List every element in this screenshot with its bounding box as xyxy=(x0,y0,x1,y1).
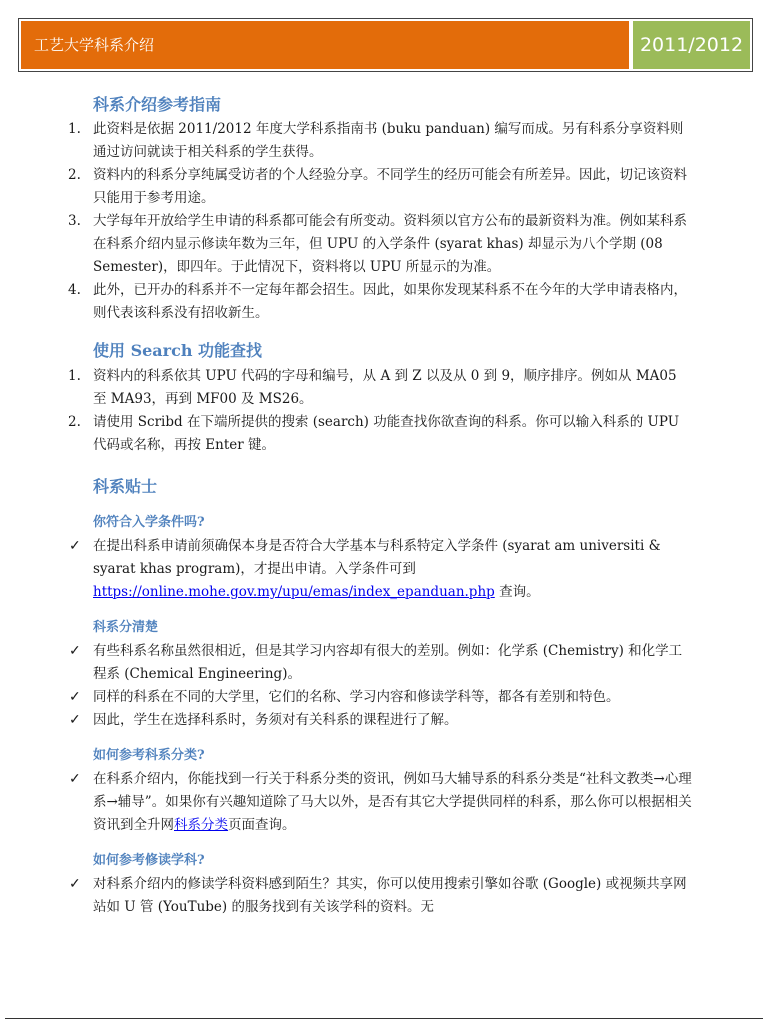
eligibility-list xyxy=(69,535,693,604)
list-item: 2. 请使用 Scribd 在下端所提供的搜索 (search) 功能查找你欲查询的科系。你可以输入科系的 UPU 代码或名称，再按 Enter 键。 xyxy=(68,414,680,453)
list-item: ✓ 因此，学生在选择科系时，务须对有关科系的课程进行了解。 xyxy=(46,709,693,732)
search-list xyxy=(68,365,693,457)
subjects-list xyxy=(69,873,693,919)
list-item: ✓ 同样的科系在不同的大学里，它们的名称、学习内容和修读学科等，都各有差别和特色。 xyxy=(46,686,693,709)
checkmark-icon: ✓ xyxy=(69,643,81,659)
checkmark-icon: ✓ xyxy=(69,538,81,554)
subheading-eligibility: 你符合入学条件吗? xyxy=(93,515,205,530)
guide-list xyxy=(68,118,693,325)
list-item: 1. 此资料是依据 2011/2012 年度大学科系指南书 (buku panduan) 编写而成。另有科系分享资料则通过访问就读于相关科系的学生获得。 xyxy=(68,121,684,160)
checkmark-icon: ✓ xyxy=(69,876,81,892)
document-header xyxy=(18,18,753,72)
list-item: 2. 资料内的科系分享纯属受访者的个人经验分享。不同学生的经历可能会有所差异。因此，切记该资料只能用于参考用途。 xyxy=(68,167,687,206)
upu-link[interactable]: https://online.mohe.gov.my/upu/emas/index_epanduan.php xyxy=(93,584,495,600)
list-item: ✓ 在科系介绍内，你能找到一行关于科系分类的资讯，例如马大辅导系的科系分类是“社科文教类→心理系→辅导”。如果你有兴趣知道除了马大以外，是否有其它大学提供同样的科系，那么你可以根据相关资讯到全升网科系分类页面查询。 xyxy=(46,768,693,837)
checkmark-icon: ✓ xyxy=(69,689,81,705)
document-body xyxy=(68,93,693,919)
subheading-subjects: 如何参考修读学科? xyxy=(93,853,205,868)
category-link[interactable]: 科系分类 xyxy=(174,817,228,833)
list-item: 1. 资料内的科系依其 UPU 代码的字母和编号，从 A 到 Z 以及从 0 到 9，顺序排序。例如从 MA05 至 MA93，再到 MF00 及 MS26。 xyxy=(68,368,677,407)
section-heading-tips: 科系贴士 xyxy=(93,477,158,496)
distinguish-list xyxy=(69,640,693,732)
section-heading-guide: 科系介绍参考指南 xyxy=(93,95,222,114)
checkmark-icon: ✓ xyxy=(69,771,81,787)
subheading-distinguish: 科系分清楚 xyxy=(93,620,159,635)
list-item: ✓ 在提出科系申请前须确保本身是否符合大学基本与科系特定入学条件 (syarat am universiti & syarat khas program)，才提出申请。入学条件可到 https://online.mohe.gov.my/upu/emas/index_epanduan.php 查询。 xyxy=(46,535,693,604)
list-item: 3. 大学每年开放给学生申请的科系都可能会有所变动。资料须以官方公布的最新资料为准。例如某科系在科系介绍内显示修读年数为三年，但 UPU 的入学条件 (syarat khas) 却显示为八个学期 (08 Semester)，即四年。于此情况下，资料将以 UPU 所显示的为准。 xyxy=(68,213,687,275)
subheading-category: 如何参考科系分类? xyxy=(93,748,205,763)
checkmark-icon: ✓ xyxy=(69,712,81,728)
list-item: 4. 此外，已开办的科系并不一定每年都会招生。因此，如果你发现某科系不在今年的大学申请表格内，则代表该科系没有招收新生。 xyxy=(68,282,687,321)
list-item: ✓ 对科系介绍内的修读学科资料感到陌生？其实，你可以使用搜索引擎如谷歌 (Google) 或视频共享网站如 U 管 (YouTube) 的服务找到有关该学科的资料。无 xyxy=(46,873,693,919)
header-year: 2011/2012 xyxy=(633,21,750,69)
list-item: ✓ 有些科系名称虽然很相近，但是其学习内容却有很大的差别。例如：化学系 (Chemistry) 和化学工程系 (Chemical Engineering)。 xyxy=(46,640,693,686)
section-heading-search: 使用 Search 功能查找 xyxy=(93,341,263,360)
page-bottom-border xyxy=(5,1018,763,1019)
category-list xyxy=(69,768,693,837)
header-title: 工艺大学科系介绍 xyxy=(21,21,629,69)
